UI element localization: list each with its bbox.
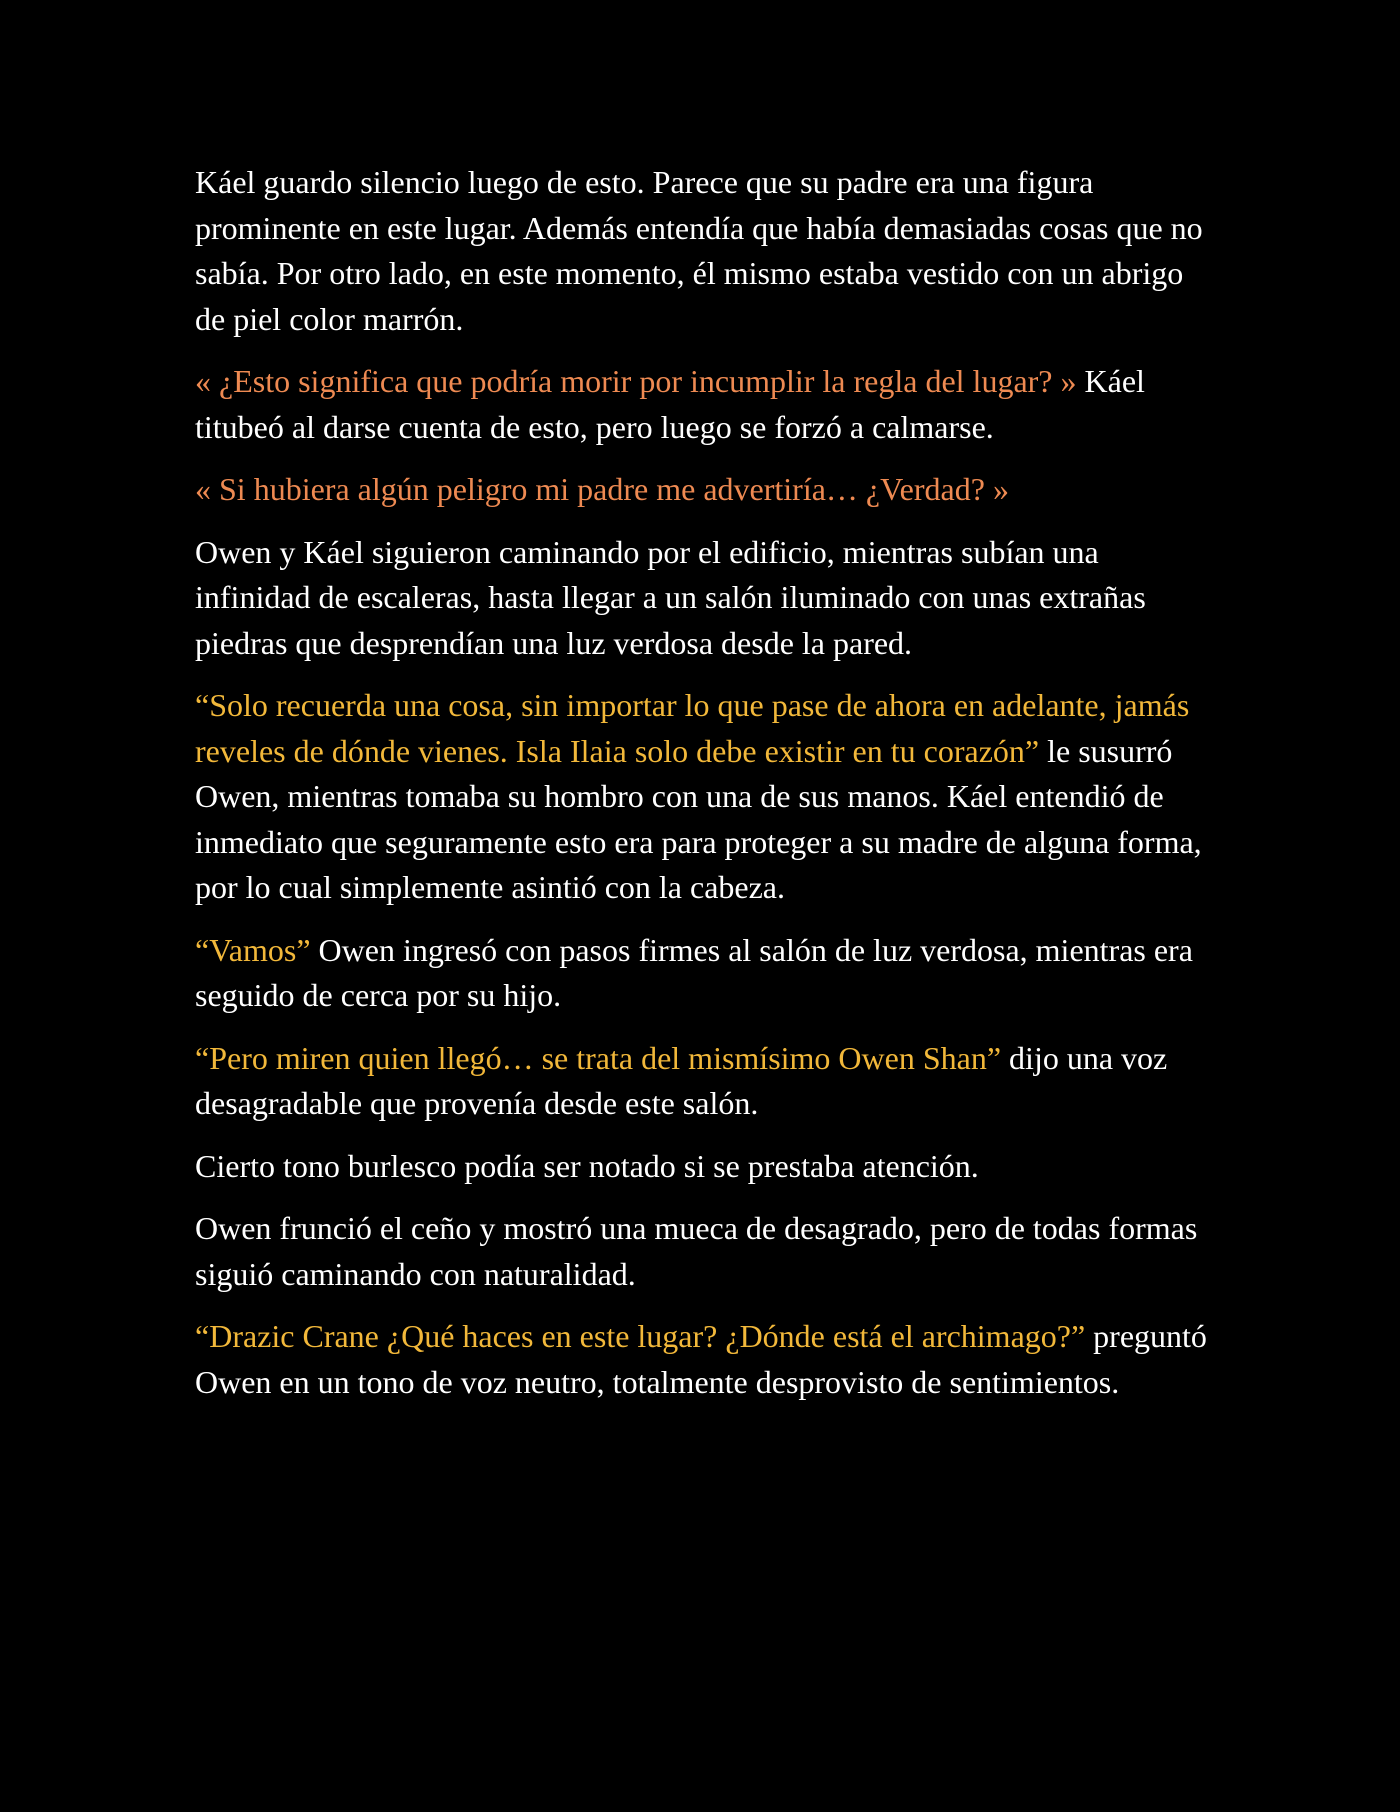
narration-text: dijo una voz desagradable que provenía desde este salón.: [195, 1039, 1168, 1121]
thought-text: « Si hubiera algún peligro mi padre me advertiría… ¿Verdad? »: [195, 471, 1009, 507]
book-page: [195, 160, 1215, 1422]
dialogue-text: “Solo recuerda una cosa, sin importar lo que pase de ahora en adelante, jamás reveles de dónde vienes. Isla Ilaia solo debe existir en tu corazón”: [195, 687, 1190, 769]
narration-text: Káel guardo silencio luego de esto. Parece que su padre era una figura prominente en este lugar. Además entendía que había demasiadas cosas que no sabía. Por otro lado, en este momento, él mismo estaba vestido con un abrigo de piel color marrón.: [195, 164, 1203, 337]
paragraph-10: [195, 1314, 1215, 1405]
paragraph-9: [195, 1206, 1215, 1297]
narration-text: Cierto tono burlesco podía ser notado si se prestaba atención.: [195, 1147, 979, 1184]
thought-text: « ¿Esto significa que podría morir por incumplir la regla del lugar? »: [195, 363, 1077, 399]
narration-text: le susurró Owen, mientras tomaba su hombro con una de sus manos. Káel entendió de inmediato que seguramente esto era para proteger a su madre de alguna forma, por lo cual simplemente asintió con la cabeza.: [195, 732, 1202, 905]
dialogue-text: “Vamos”: [195, 931, 311, 968]
narration-text: Owen y Káel siguieron caminando por el edificio, mientras subían una infinidad de escaleras, hasta llegar a un salón iluminado con unas extrañas piedras que desprendían una luz verdosa desde la pared.: [195, 533, 1146, 661]
narration-text: Káel titubeó al darse cuenta de esto, pero luego se forzó a calmarse.: [195, 363, 1145, 445]
narration-text: Owen ingresó con pasos firmes al salón de luz verdosa, mientras era seguido de cerca por su hijo.: [195, 931, 1193, 1013]
paragraph-8: [195, 1144, 1215, 1190]
narration-text: preguntó Owen en un tono de voz neutro, totalmente desprovisto de sentimientos.: [195, 1318, 1207, 1400]
paragraph-4: [195, 530, 1215, 667]
paragraph-1: [195, 160, 1215, 342]
dialogue-text: “Drazic Crane ¿Qué haces en este lugar? ¿Dónde está el archimago?”: [195, 1318, 1086, 1354]
paragraph-7: [195, 1036, 1215, 1127]
paragraph-5: [195, 683, 1215, 911]
paragraph-2: [195, 359, 1215, 450]
narration-text: Owen frunció el ceño y mostró una mueca de desagrado, pero de todas formas siguió caminando con naturalidad.: [195, 1210, 1198, 1292]
paragraph-3: [195, 467, 1215, 513]
dialogue-text: “Pero miren quien llegó… se trata del mismísimo Owen Shan”: [195, 1039, 1002, 1076]
paragraph-6: [195, 928, 1215, 1019]
